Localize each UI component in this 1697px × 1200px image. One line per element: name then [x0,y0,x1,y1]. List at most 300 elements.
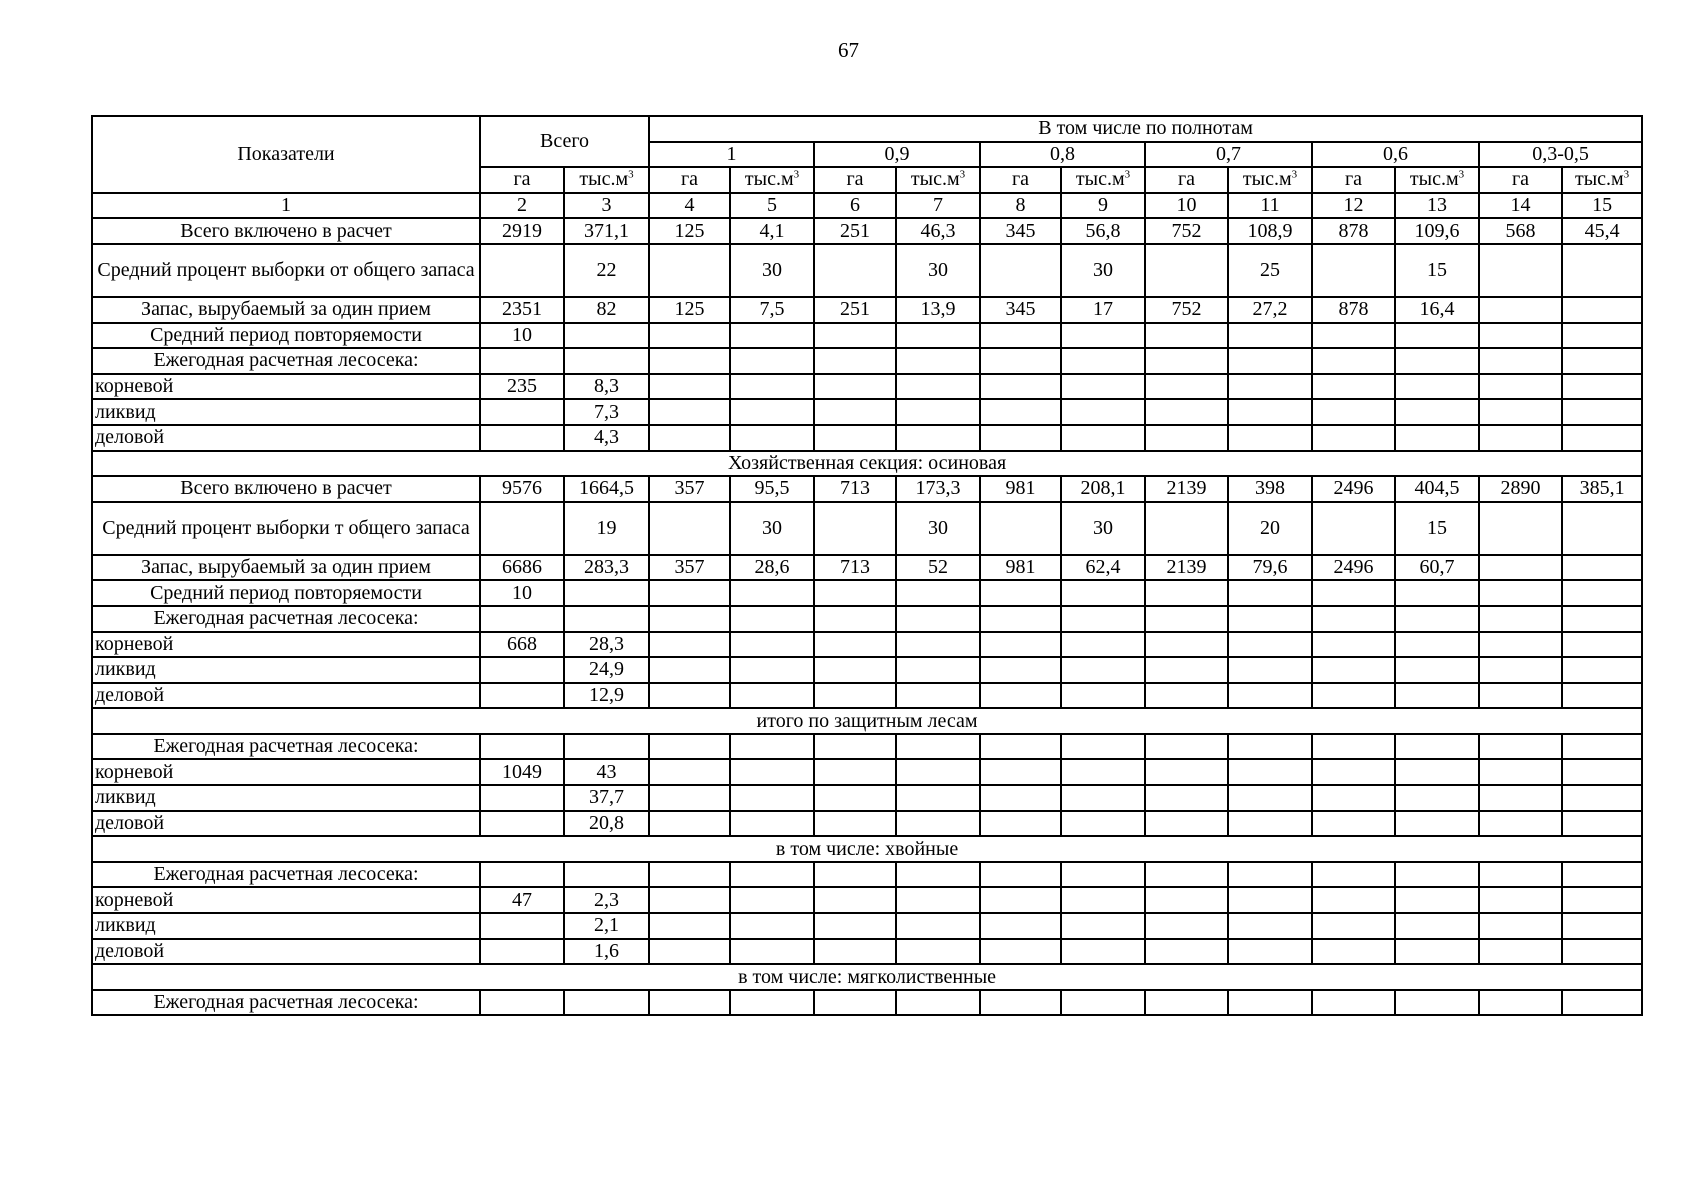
table-cell [1562,297,1642,323]
unit-volume-text: тыс.м [1075,168,1125,191]
table-cell [814,399,896,425]
table-cell [1479,990,1562,1016]
table-cell [730,990,814,1016]
row-label: Всего включено в расчет [92,218,480,244]
unit-volume-text: тыс.м [579,168,629,191]
table-cell [564,606,649,632]
table-cell [1228,348,1312,374]
header-total: Всего [480,116,649,167]
unit-volume-text: тыс.м [744,168,794,191]
table-cell [814,348,896,374]
table-cell [1562,811,1642,837]
table-cell: 2919 [480,218,564,244]
table-cell [814,785,896,811]
table-cell [730,862,814,888]
table-cell [1312,244,1395,297]
row-label: Ежегодная расчетная лесосека: [92,606,480,632]
unit-volume-text: тыс.м [1409,168,1459,191]
table-cell [1145,323,1228,349]
column-number: 7 [896,193,980,219]
table-cell [1228,632,1312,658]
table-cell [480,399,564,425]
table-cell [980,606,1061,632]
table-cell [896,913,980,939]
table-row [92,502,1642,555]
table-cell: 37,7 [564,785,649,811]
table-cell: 10 [480,580,564,606]
table-cell [1228,913,1312,939]
table-cell: 398 [1228,476,1312,502]
unit-volume-superscript: 3 [1291,168,1298,181]
unit-volume-superscript: 3 [1124,168,1131,181]
table-cell: 2139 [1145,555,1228,581]
table-cell [730,785,814,811]
table-cell [980,939,1061,965]
table-cell [1479,913,1562,939]
table-cell: 345 [980,218,1061,244]
table-cell [730,913,814,939]
table-cell [896,734,980,760]
table-row [92,939,1642,965]
table-cell [814,374,896,400]
table-cell [649,785,730,811]
unit-volume-superscript: 3 [1458,168,1465,181]
table-cell [1479,939,1562,965]
table-cell [1479,244,1562,297]
unit-volume-text: тыс.м [1242,168,1292,191]
table-cell [1061,887,1145,913]
table-cell [1562,502,1642,555]
table-cell [1479,580,1562,606]
table-cell [896,683,980,709]
column-number: 9 [1061,193,1145,219]
table-cell [980,734,1061,760]
table-cell [1061,425,1145,451]
table-cell [1061,785,1145,811]
table-cell [649,425,730,451]
header-density-5: 0,3-0,5 [1479,142,1642,168]
table-cell [1145,657,1228,683]
table-cell: 2496 [1312,555,1395,581]
table-cell [1145,734,1228,760]
column-number: 14 [1479,193,1562,219]
table-row [92,323,1642,349]
table-cell: 109,6 [1395,218,1479,244]
table-cell [649,632,730,658]
table-cell [649,606,730,632]
table-cell [896,632,980,658]
header-unit-ha: га [1312,167,1395,193]
table-cell [1395,862,1479,888]
table-cell: 56,8 [1061,218,1145,244]
table-cell [1312,580,1395,606]
row-label: корневой [92,759,480,785]
table-cell: 981 [980,555,1061,581]
table-cell: 2890 [1479,476,1562,502]
header-density-0: 1 [649,142,814,168]
table-cell: 30 [730,244,814,297]
table-cell [649,811,730,837]
table-cell [480,502,564,555]
table-cell [1562,683,1642,709]
table-cell [480,811,564,837]
row-label: Средний процент выборки от общего запаса [92,244,480,297]
table-row [92,297,1642,323]
header-density-1: 0,9 [814,142,980,168]
table-cell [980,580,1061,606]
table-cell [1061,734,1145,760]
header-by-density: В том числе по полнотам [649,116,1642,142]
header-density-2: 0,8 [980,142,1145,168]
table-cell [730,939,814,965]
header-unit-ha: га [814,167,896,193]
table-cell [730,683,814,709]
table-cell [896,785,980,811]
header-density-4: 0,6 [1312,142,1479,168]
table-cell [649,913,730,939]
table-cell [980,785,1061,811]
table-cell [1145,811,1228,837]
table-cell [1312,632,1395,658]
table-cell [1145,683,1228,709]
table-cell [730,734,814,760]
table-cell [1479,502,1562,555]
row-label: корневой [92,887,480,913]
table-row [92,657,1642,683]
table-cell [1061,811,1145,837]
table-cell [1479,606,1562,632]
table-cell: 2,3 [564,887,649,913]
table-cell [1061,606,1145,632]
table-cell [730,580,814,606]
table-cell: 357 [649,476,730,502]
table-cell [1395,657,1479,683]
table-cell [1395,759,1479,785]
table-cell [896,374,980,400]
table-cell [980,683,1061,709]
table-cell [1061,580,1145,606]
table-cell [980,887,1061,913]
header-unit-volume [564,167,649,193]
table-cell [896,348,980,374]
table-cell [1145,990,1228,1016]
table-cell [730,811,814,837]
table-cell: 43 [564,759,649,785]
unit-volume-superscript: 3 [628,168,634,181]
header-density-3: 0,7 [1145,142,1312,168]
table-cell [1228,734,1312,760]
table-row [92,913,1642,939]
header-unit-volume [1228,167,1312,193]
column-number: 8 [980,193,1061,219]
row-label: корневой [92,374,480,400]
table-cell [1312,348,1395,374]
page-number: 67 [838,38,859,62]
table-cell: 82 [564,297,649,323]
table-cell [649,244,730,297]
table-cell [1562,990,1642,1016]
table-cell [1395,606,1479,632]
table-cell [1228,939,1312,965]
row-label: деловой [92,939,480,965]
table-row [92,555,1642,581]
header-row-1 [92,116,1642,142]
table-cell [1562,862,1642,888]
table-cell [980,862,1061,888]
section-title: Хозяйственная секция: осиновая [92,451,1642,477]
table-cell [1312,502,1395,555]
table-cell [814,323,896,349]
row-label: Ежегодная расчетная лесосека: [92,862,480,888]
table-cell [649,580,730,606]
table-cell [814,887,896,913]
table-cell [649,348,730,374]
table-cell: 251 [814,218,896,244]
table-cell [1479,683,1562,709]
table-cell [1395,939,1479,965]
table-cell [649,862,730,888]
table-cell [1479,887,1562,913]
table-cell [980,913,1061,939]
table-cell [1562,887,1642,913]
table-cell [980,425,1061,451]
table-cell [980,811,1061,837]
table-cell [814,683,896,709]
table-cell [480,348,564,374]
column-number: 11 [1228,193,1312,219]
table-cell [480,939,564,965]
table-cell [1479,555,1562,581]
table-cell: 22 [564,244,649,297]
table-cell [1145,374,1228,400]
table-cell [980,348,1061,374]
table-cell [730,887,814,913]
table-cell: 125 [649,297,730,323]
table-row [92,399,1642,425]
table-cell [1061,323,1145,349]
table-cell [1479,785,1562,811]
table-row [92,348,1642,374]
table-cell [1061,939,1145,965]
unit-volume-superscript: 3 [793,168,800,181]
table-cell [1562,399,1642,425]
table-cell [649,990,730,1016]
table-cell [1228,683,1312,709]
table-body [92,218,1642,1015]
table-row [92,785,1642,811]
table-cell [1562,244,1642,297]
table-cell [1061,632,1145,658]
table-cell [1479,734,1562,760]
table-cell [1395,399,1479,425]
table-cell [1145,632,1228,658]
table-cell [1562,606,1642,632]
table-cell [1145,348,1228,374]
table-cell: 713 [814,476,896,502]
table-cell [1145,862,1228,888]
table-cell [1228,811,1312,837]
table-cell [1145,399,1228,425]
table-cell: 108,9 [1228,218,1312,244]
table-cell [1228,887,1312,913]
table-cell [649,887,730,913]
table-cell [480,425,564,451]
table-cell [649,939,730,965]
table-cell [1145,425,1228,451]
section-row [92,708,1642,734]
section-row [92,964,1642,990]
table-cell: 2,1 [564,913,649,939]
column-number: 10 [1145,193,1228,219]
table-cell: 20,8 [564,811,649,837]
table-cell [896,990,980,1016]
header-unit-ha: га [649,167,730,193]
table-cell [1312,785,1395,811]
row-label: ликвид [92,785,480,811]
table-cell: 28,3 [564,632,649,658]
row-label: ликвид [92,913,480,939]
table-cell [980,657,1061,683]
table-cell [480,683,564,709]
table-cell [1479,632,1562,658]
table-cell: 28,6 [730,555,814,581]
table-cell: 45,4 [1562,218,1642,244]
table-cell: 357 [649,555,730,581]
table-cell [1312,913,1395,939]
table-row [92,887,1642,913]
table-cell: 79,6 [1228,555,1312,581]
table-cell [1479,425,1562,451]
table-cell [1479,862,1562,888]
table-cell [730,425,814,451]
table-cell [649,374,730,400]
table-cell [730,348,814,374]
table-cell [1395,374,1479,400]
table-cell: 25 [1228,244,1312,297]
table-cell [1312,939,1395,965]
row-label: ликвид [92,657,480,683]
table-row [92,374,1642,400]
table-cell: 12,9 [564,683,649,709]
table-row [92,683,1642,709]
table-cell: 62,4 [1061,555,1145,581]
unit-volume-text: тыс.м [1574,168,1624,191]
table-cell [1479,374,1562,400]
table-cell [896,399,980,425]
table-cell: 10 [480,323,564,349]
header-unit-ha: га [1145,167,1228,193]
header-indicators: Показатели [92,116,480,193]
table-cell [730,632,814,658]
header-unit-ha: га [480,167,564,193]
table-cell [1312,887,1395,913]
table-row [92,632,1642,658]
table-cell [1395,990,1479,1016]
table-cell [1395,580,1479,606]
table-cell [1145,244,1228,297]
table-cell: 2351 [480,297,564,323]
table-cell [1061,683,1145,709]
table-cell [1228,323,1312,349]
table-cell [564,990,649,1016]
table-cell [1228,862,1312,888]
table-cell [814,811,896,837]
table-cell [1312,323,1395,349]
table-cell: 125 [649,218,730,244]
table-cell [896,425,980,451]
table-cell [1145,785,1228,811]
table-cell [1562,425,1642,451]
table-cell [1061,657,1145,683]
table-cell: 20 [1228,502,1312,555]
table-cell [1395,683,1479,709]
header-unit-volume [896,167,980,193]
table-cell [1312,399,1395,425]
header-unit-ha: га [980,167,1061,193]
table-cell: 4,1 [730,218,814,244]
table-cell [1061,913,1145,939]
table-cell [649,734,730,760]
table-cell [1395,913,1479,939]
table-cell: 30 [1061,244,1145,297]
table-cell [1395,348,1479,374]
row-label: деловой [92,811,480,837]
table-cell: 668 [480,632,564,658]
table-cell: 878 [1312,297,1395,323]
row-label: Ежегодная расчетная лесосека: [92,348,480,374]
row-label: Средний период повторяемости [92,580,480,606]
header-unit-volume [730,167,814,193]
table-cell [1312,606,1395,632]
section-title: в том числе: мягколиственные [92,964,1642,990]
row-label: деловой [92,425,480,451]
table-cell [1061,759,1145,785]
table-cell [896,862,980,888]
table-cell [814,632,896,658]
table-cell: 235 [480,374,564,400]
table-cell: 30 [1061,502,1145,555]
table-cell: 568 [1479,218,1562,244]
column-number: 13 [1395,193,1479,219]
section-row [92,451,1642,477]
table-cell [1228,580,1312,606]
row-label: ликвид [92,399,480,425]
table-cell [1145,913,1228,939]
table-cell [1395,632,1479,658]
table-cell: 19 [564,502,649,555]
table-cell [564,348,649,374]
table-cell [1145,939,1228,965]
table-cell [896,759,980,785]
table-row [92,606,1642,632]
table-cell: 981 [980,476,1061,502]
table-cell [1145,606,1228,632]
table-cell [814,580,896,606]
table-cell [896,811,980,837]
table-cell [896,657,980,683]
table-cell [1562,555,1642,581]
table-cell [1312,759,1395,785]
table-cell [1312,811,1395,837]
table-cell [730,374,814,400]
table-cell [1395,811,1479,837]
table-cell [1479,399,1562,425]
table-cell: 47 [480,887,564,913]
row-label: Средний процент выборки т общего запаса [92,502,480,555]
table-cell [649,657,730,683]
table-row [92,811,1642,837]
table-cell: 752 [1145,218,1228,244]
